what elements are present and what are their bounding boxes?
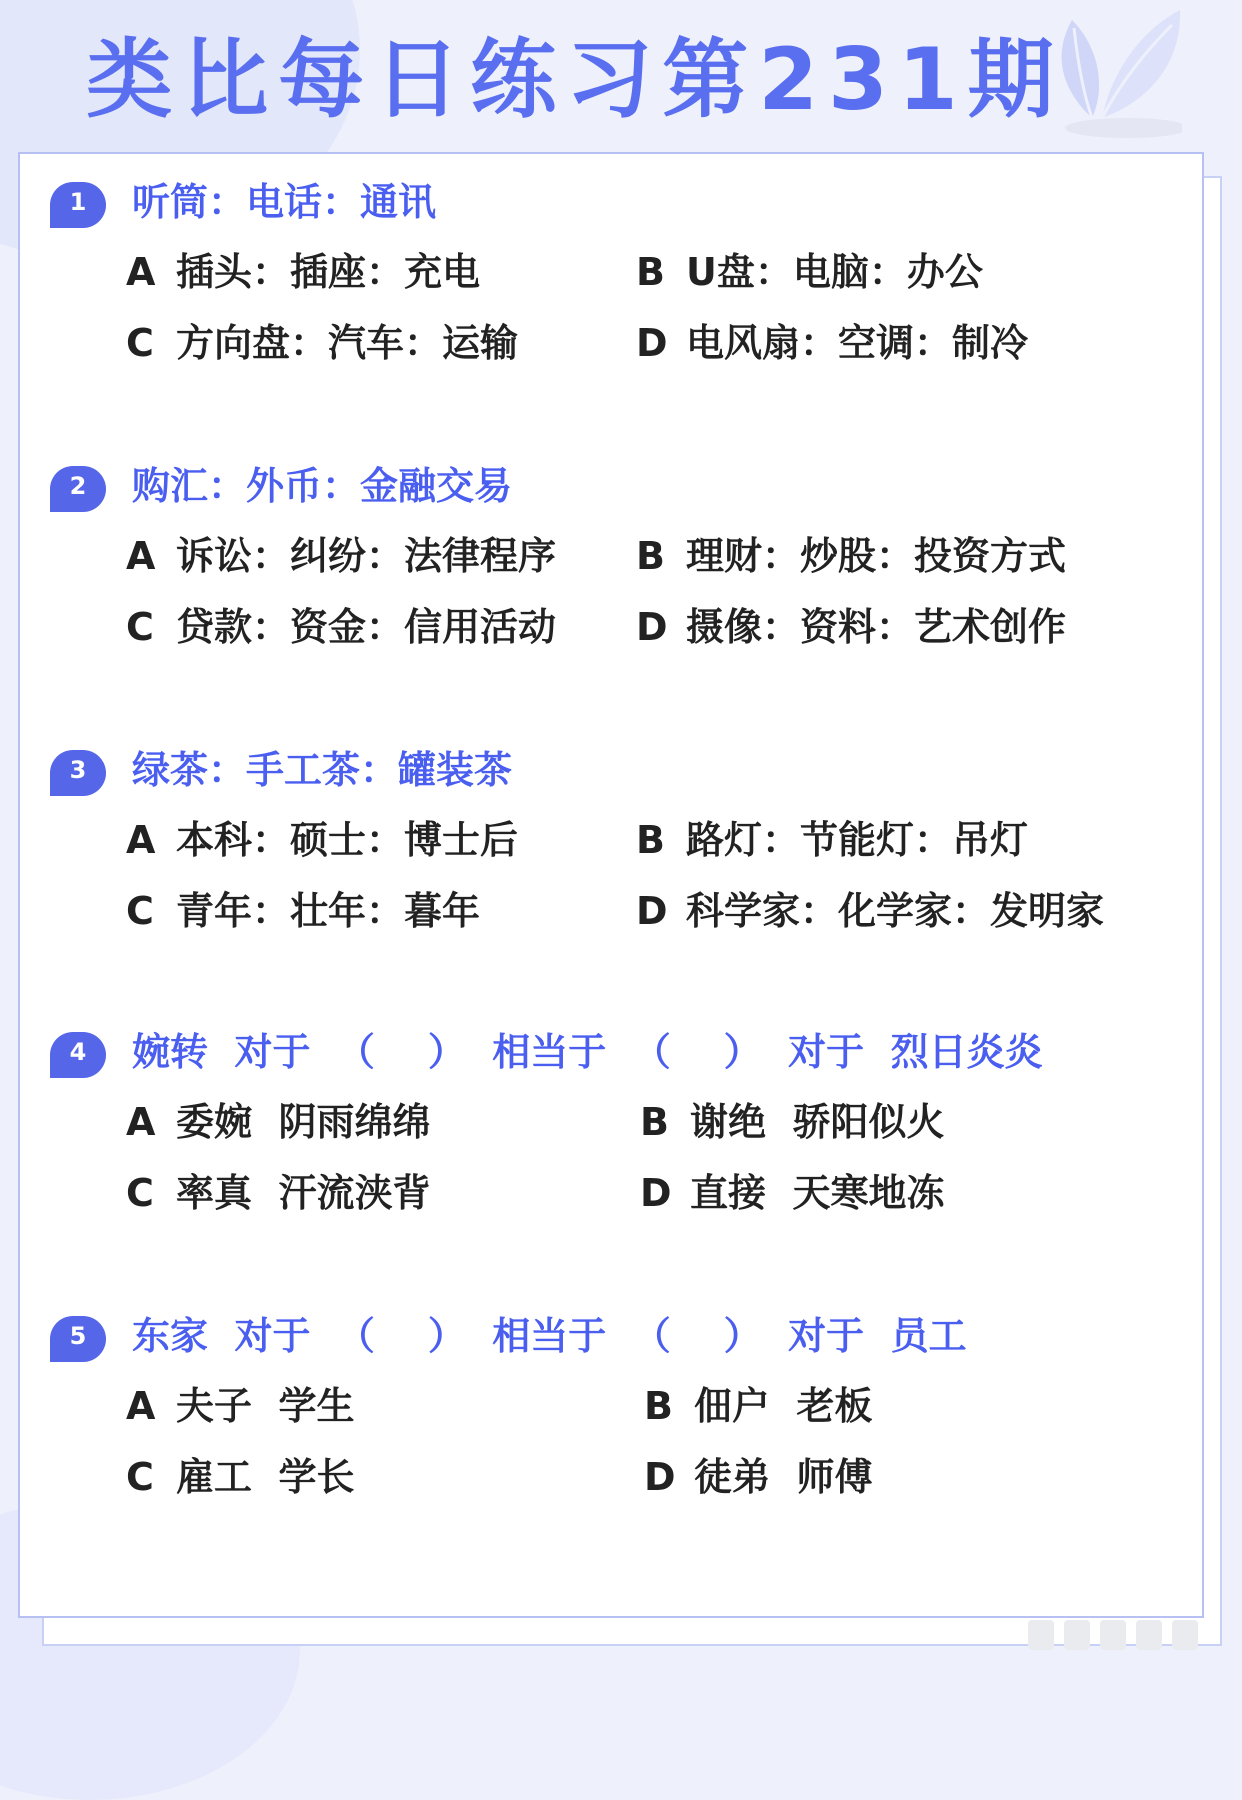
- question-number-badge: 5: [50, 1316, 106, 1362]
- option-letter: B: [636, 250, 665, 294]
- watermark-block: [1172, 1620, 1198, 1650]
- option-text: 摄像：资料：艺术创作: [686, 605, 1067, 649]
- option-d[interactable]: [640, 1163, 944, 1223]
- option-letter: D: [644, 1455, 676, 1499]
- watermark: [1028, 1618, 1228, 1652]
- question-number-badge: 4: [50, 1032, 106, 1078]
- option-text: 诉讼：纠纷：法律程序: [176, 534, 557, 578]
- question-number-badge: 1: [50, 182, 106, 228]
- option-text: 委婉 阴雨绵绵: [176, 1100, 431, 1144]
- option-a[interactable]: [126, 810, 518, 870]
- option-text: 率真 汗流浃背: [176, 1171, 431, 1215]
- question-number-badge: 2: [50, 466, 106, 512]
- question-stem: 东家 对于 （ ） 相当于 （ ） 对于 员工: [132, 1314, 967, 1358]
- option-letter: A: [126, 1100, 156, 1144]
- option-letter: B: [644, 1384, 673, 1428]
- option-letter: C: [126, 889, 154, 933]
- option-d[interactable]: [636, 597, 1066, 657]
- option-letter: A: [126, 818, 156, 862]
- option-a[interactable]: [126, 526, 556, 586]
- option-c[interactable]: [126, 1163, 430, 1223]
- option-letter: D: [636, 889, 668, 933]
- option-text: 青年：壮年：暮年: [176, 889, 481, 933]
- option-letter: B: [640, 1100, 669, 1144]
- option-a[interactable]: [126, 242, 480, 302]
- option-text: 谢绝 骄阳似火: [690, 1100, 945, 1144]
- option-letter: C: [126, 1171, 154, 1215]
- option-letter: A: [126, 534, 156, 578]
- option-c[interactable]: [126, 881, 480, 941]
- option-letter: B: [636, 534, 665, 578]
- option-text: U盘：电脑：办公: [686, 250, 983, 294]
- watermark-block: [1136, 1620, 1162, 1650]
- watermark-block: [1028, 1620, 1054, 1650]
- question-stem: 购汇：外币：金融交易: [132, 464, 513, 508]
- option-b[interactable]: [636, 242, 983, 302]
- option-text: 科学家：化学家：发明家: [686, 889, 1105, 933]
- watermark-block: [1100, 1620, 1126, 1650]
- option-letter: D: [636, 605, 668, 649]
- option-text: 路灯：节能灯：吊灯: [686, 818, 1029, 862]
- question-stem: 绿茶：手工茶：罐装茶: [132, 748, 513, 792]
- option-text: 本科：硕士：博士后: [176, 818, 519, 862]
- option-d[interactable]: [644, 1447, 872, 1507]
- option-text: 夫子 学生: [176, 1384, 355, 1428]
- option-a[interactable]: [126, 1376, 354, 1436]
- option-text: 佃户 老板: [694, 1384, 873, 1428]
- option-letter: B: [636, 818, 665, 862]
- option-c[interactable]: [126, 597, 556, 657]
- option-text: 徒弟 师傅: [694, 1455, 873, 1499]
- option-text: 贷款：资金：信用活动: [176, 605, 557, 649]
- option-b[interactable]: [640, 1092, 944, 1152]
- option-letter: C: [126, 605, 154, 649]
- question-card: [18, 152, 1204, 1618]
- option-letter: C: [126, 321, 154, 365]
- option-letter: D: [640, 1171, 672, 1215]
- question-stem: 婉转 对于 （ ） 相当于 （ ） 对于 烈日炎炎: [132, 1030, 1043, 1074]
- option-text: 插头：插座：充电: [176, 250, 481, 294]
- page-title: 类比每日练习第231期: [86, 30, 1064, 130]
- question-number-badge: 3: [50, 750, 106, 796]
- option-b[interactable]: [636, 810, 1028, 870]
- option-letter: A: [126, 1384, 156, 1428]
- option-text: 电风扇：空调：制冷: [686, 321, 1029, 365]
- option-text: 雇工 学长: [176, 1455, 355, 1499]
- option-text: 直接 天寒地冻: [690, 1171, 945, 1215]
- option-d[interactable]: [636, 313, 1028, 373]
- option-a[interactable]: [126, 1092, 430, 1152]
- option-b[interactable]: [644, 1376, 872, 1436]
- option-d[interactable]: [636, 881, 1104, 941]
- option-text: 理财：炒股：投资方式: [686, 534, 1067, 578]
- option-c[interactable]: [126, 1447, 354, 1507]
- option-c[interactable]: [126, 313, 518, 373]
- option-letter: C: [126, 1455, 154, 1499]
- option-b[interactable]: [636, 526, 1066, 586]
- option-letter: D: [636, 321, 668, 365]
- option-letter: A: [126, 250, 156, 294]
- watermark-block: [1064, 1620, 1090, 1650]
- option-text: 方向盘：汽车：运输: [176, 321, 519, 365]
- question-stem: 听筒：电话：通讯: [132, 180, 437, 224]
